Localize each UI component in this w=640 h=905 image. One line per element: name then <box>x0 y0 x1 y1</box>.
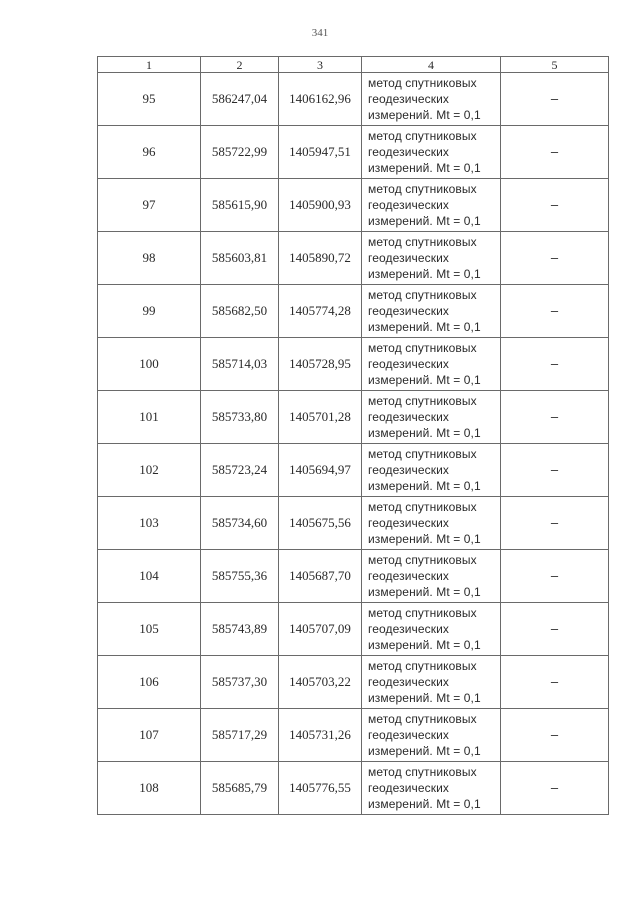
method-line: измерений. Mt = 0,1 <box>368 373 481 387</box>
x-coordinate-cell: 585737,30 <box>201 656 279 709</box>
x-coordinate-cell: 585685,79 <box>201 762 279 815</box>
x-coordinate-cell: 586247,04 <box>201 73 279 126</box>
method-cell <box>362 126 501 179</box>
point-number-cell: 100 <box>98 338 201 391</box>
method-line: геодезических <box>368 304 449 318</box>
column-header-3: 3 <box>279 57 362 73</box>
x-coordinate-cell: 585723,24 <box>201 444 279 497</box>
method-line: геодезических <box>368 463 449 477</box>
page-number: 341 <box>311 27 329 39</box>
method-line: измерений. Mt = 0,1 <box>368 797 481 811</box>
method-line: геодезических <box>368 516 449 530</box>
table-row <box>98 285 609 338</box>
note-cell: – <box>501 285 609 338</box>
method-line: метод спутниковых <box>368 129 477 143</box>
method-line: геодезических <box>368 675 449 689</box>
y-coordinate-cell: 1405890,72 <box>279 232 362 285</box>
method-line: геодезических <box>368 251 449 265</box>
method-line: метод спутниковых <box>368 712 477 726</box>
method-line: метод спутниковых <box>368 182 477 196</box>
note-cell: – <box>501 444 609 497</box>
method-line: геодезических <box>368 569 449 583</box>
table-row <box>98 603 609 656</box>
note-cell: – <box>501 338 609 391</box>
note-cell: – <box>501 656 609 709</box>
method-cell <box>362 179 501 232</box>
method-line: измерений. Mt = 0,1 <box>368 744 481 758</box>
point-number-cell: 95 <box>98 73 201 126</box>
method-line: метод спутниковых <box>368 553 477 567</box>
method-line: измерений. Mt = 0,1 <box>368 532 481 546</box>
point-number-cell: 106 <box>98 656 201 709</box>
point-number-cell: 98 <box>98 232 201 285</box>
method-cell <box>362 656 501 709</box>
method-line: геодезических <box>368 781 449 795</box>
method-line: измерений. Mt = 0,1 <box>368 108 481 122</box>
x-coordinate-cell: 585714,03 <box>201 338 279 391</box>
y-coordinate-cell: 1405900,93 <box>279 179 362 232</box>
method-line: метод спутниковых <box>368 500 477 514</box>
y-coordinate-cell: 1405947,51 <box>279 126 362 179</box>
note-cell: – <box>501 179 609 232</box>
method-line: геодезических <box>368 357 449 371</box>
column-header-1: 1 <box>98 57 201 73</box>
note-cell: – <box>501 550 609 603</box>
point-number-cell: 108 <box>98 762 201 815</box>
coordinates-table <box>97 56 609 815</box>
table-row <box>98 179 609 232</box>
y-coordinate-cell: 1405694,97 <box>279 444 362 497</box>
method-line: измерений. Mt = 0,1 <box>368 320 481 334</box>
method-line: метод спутниковых <box>368 341 477 355</box>
method-line: метод спутниковых <box>368 765 477 779</box>
point-number-cell: 96 <box>98 126 201 179</box>
method-line: измерений. Mt = 0,1 <box>368 479 481 493</box>
table-row <box>98 550 609 603</box>
y-coordinate-cell: 1405707,09 <box>279 603 362 656</box>
note-cell: – <box>501 73 609 126</box>
method-cell <box>362 603 501 656</box>
x-coordinate-cell: 585615,90 <box>201 179 279 232</box>
table-row <box>98 497 609 550</box>
table-row <box>98 232 609 285</box>
method-line: геодезических <box>368 198 449 212</box>
method-cell <box>362 232 501 285</box>
note-cell: – <box>501 762 609 815</box>
table-row <box>98 126 609 179</box>
method-line: метод спутниковых <box>368 76 477 90</box>
table-row <box>98 73 609 126</box>
column-header-4: 4 <box>362 57 501 73</box>
note-cell: – <box>501 497 609 550</box>
point-number-cell: 104 <box>98 550 201 603</box>
y-coordinate-cell: 1405675,56 <box>279 497 362 550</box>
y-coordinate-cell: 1405774,28 <box>279 285 362 338</box>
table-row <box>98 762 609 815</box>
method-cell <box>362 497 501 550</box>
y-coordinate-cell: 1405728,95 <box>279 338 362 391</box>
method-line: метод спутниковых <box>368 659 477 673</box>
x-coordinate-cell: 585682,50 <box>201 285 279 338</box>
method-line: метод спутниковых <box>368 235 477 249</box>
table-row <box>98 656 609 709</box>
point-number-cell: 103 <box>98 497 201 550</box>
point-number-cell: 97 <box>98 179 201 232</box>
y-coordinate-cell: 1405703,22 <box>279 656 362 709</box>
note-cell: – <box>501 709 609 762</box>
x-coordinate-cell: 585717,29 <box>201 709 279 762</box>
method-line: измерений. Mt = 0,1 <box>368 267 481 281</box>
method-line: геодезических <box>368 728 449 742</box>
table-row <box>98 444 609 497</box>
point-number-cell: 102 <box>98 444 201 497</box>
table-row <box>98 391 609 444</box>
method-line: геодезических <box>368 622 449 636</box>
note-cell: – <box>501 391 609 444</box>
note-cell: – <box>501 603 609 656</box>
method-cell <box>362 762 501 815</box>
x-coordinate-cell: 585743,89 <box>201 603 279 656</box>
point-number-cell: 105 <box>98 603 201 656</box>
method-line: метод спутниковых <box>368 288 477 302</box>
method-line: измерений. Mt = 0,1 <box>368 585 481 599</box>
method-cell <box>362 709 501 762</box>
note-cell: – <box>501 126 609 179</box>
method-line: измерений. Mt = 0,1 <box>368 426 481 440</box>
point-number-cell: 107 <box>98 709 201 762</box>
method-line: геодезических <box>368 92 449 106</box>
y-coordinate-cell: 1405701,28 <box>279 391 362 444</box>
y-coordinate-cell: 1405731,26 <box>279 709 362 762</box>
method-cell <box>362 391 501 444</box>
method-line: метод спутниковых <box>368 394 477 408</box>
method-line: геодезических <box>368 145 449 159</box>
method-cell <box>362 285 501 338</box>
method-cell <box>362 550 501 603</box>
method-line: метод спутниковых <box>368 447 477 461</box>
method-cell <box>362 444 501 497</box>
y-coordinate-cell: 1406162,96 <box>279 73 362 126</box>
method-line: геодезических <box>368 410 449 424</box>
method-line: метод спутниковых <box>368 606 477 620</box>
method-line: измерений. Mt = 0,1 <box>368 161 481 175</box>
y-coordinate-cell: 1405776,55 <box>279 762 362 815</box>
point-number-cell: 99 <box>98 285 201 338</box>
table-row <box>98 338 609 391</box>
x-coordinate-cell: 585755,36 <box>201 550 279 603</box>
point-number-cell: 101 <box>98 391 201 444</box>
x-coordinate-cell: 585603,81 <box>201 232 279 285</box>
table-row <box>98 709 609 762</box>
method-line: измерений. Mt = 0,1 <box>368 214 481 228</box>
method-line: измерений. Mt = 0,1 <box>368 638 481 652</box>
note-cell: – <box>501 232 609 285</box>
x-coordinate-cell: 585733,80 <box>201 391 279 444</box>
method-line: измерений. Mt = 0,1 <box>368 691 481 705</box>
x-coordinate-cell: 585722,99 <box>201 126 279 179</box>
table-header-row <box>98 57 609 73</box>
column-header-5: 5 <box>501 57 609 73</box>
column-header-2: 2 <box>201 57 279 73</box>
method-cell <box>362 73 501 126</box>
method-cell <box>362 338 501 391</box>
y-coordinate-cell: 1405687,70 <box>279 550 362 603</box>
x-coordinate-cell: 585734,60 <box>201 497 279 550</box>
